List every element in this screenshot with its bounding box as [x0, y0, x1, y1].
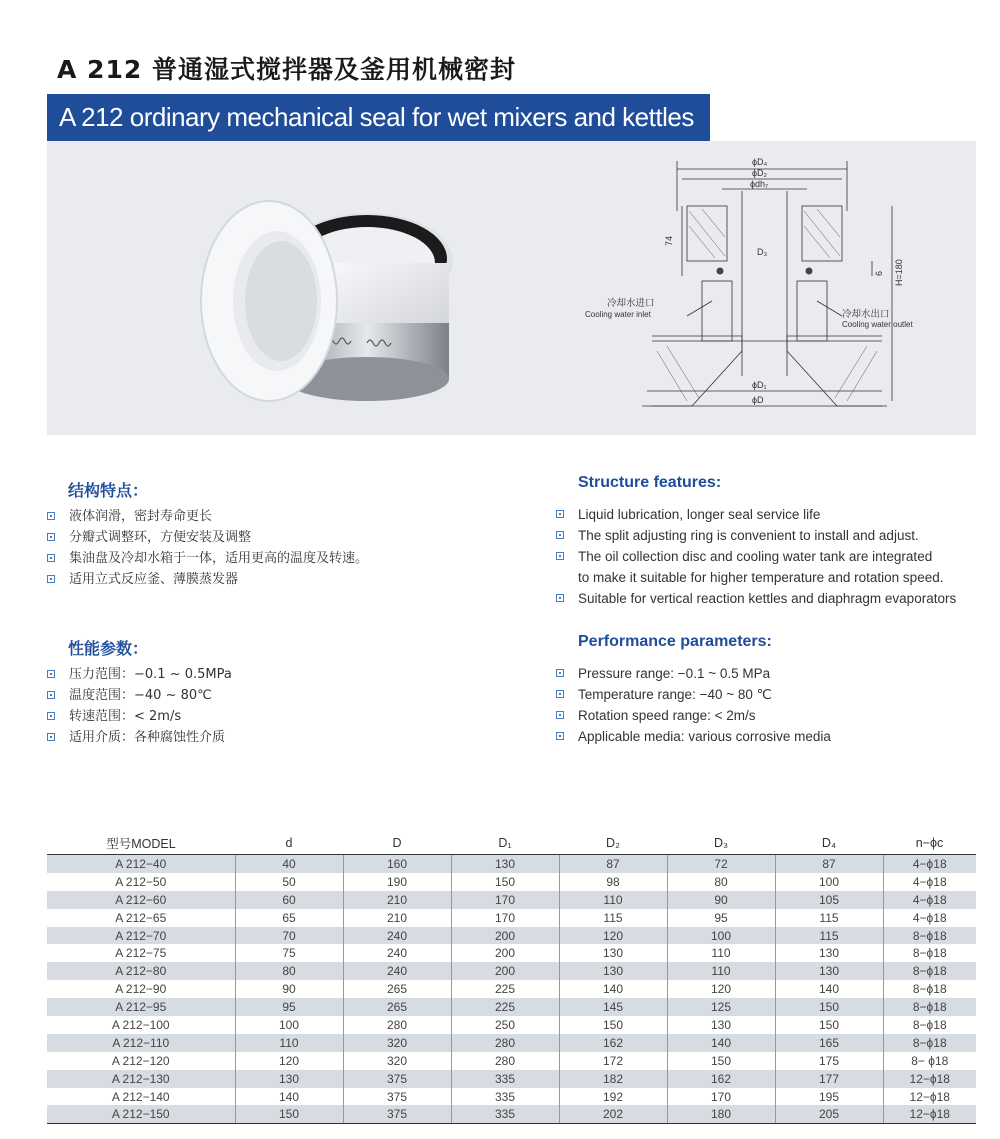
- table-cell: 4−ϕ18: [883, 891, 976, 909]
- table-cell: 72: [667, 855, 775, 873]
- dim-d-label: ϕD: [752, 395, 764, 405]
- structure-list-en: [556, 504, 996, 609]
- header-D1: D₁: [451, 831, 559, 855]
- table-cell: 50: [235, 873, 343, 891]
- table-cell: 140: [559, 980, 667, 998]
- table-cell: 150: [451, 873, 559, 891]
- table-cell: 87: [775, 855, 883, 873]
- table-cell: A 212−65: [47, 909, 235, 927]
- table-cell: 200: [451, 962, 559, 980]
- dim-d4-label: ϕD₄: [752, 157, 768, 167]
- table-cell: 115: [775, 909, 883, 927]
- table-cell: A 212−90: [47, 980, 235, 998]
- table-cell: 280: [451, 1052, 559, 1070]
- list-item: 集油盘及冷却水箱于一体，适用更高的温度及转速。: [47, 548, 527, 569]
- title-banner: [47, 94, 710, 141]
- structure-title-en: Structure features:: [578, 474, 722, 491]
- table-cell: 150: [559, 1016, 667, 1034]
- table-cell: A 212−110: [47, 1034, 235, 1052]
- table-cell: 115: [775, 927, 883, 945]
- dim-74-label: 74: [664, 235, 674, 246]
- dim-dh7-label: ϕdh₇: [750, 179, 769, 189]
- table-cell: 162: [667, 1070, 775, 1088]
- dim-d2-label: ϕD₂: [752, 168, 768, 178]
- outlet-label-cn: 冷却水出口: [842, 309, 890, 320]
- table-row: [47, 891, 976, 909]
- table-cell: 100: [235, 1016, 343, 1034]
- table-cell: 335: [451, 1105, 559, 1123]
- list-item: Rotation speed range: < 2m/s: [556, 705, 996, 726]
- table-cell: A 212−80: [47, 962, 235, 980]
- table-cell: 130: [667, 1016, 775, 1034]
- table-cell: 80: [235, 962, 343, 980]
- table-cell: 90: [235, 980, 343, 998]
- bullet-icon: [47, 533, 55, 541]
- table-cell: 225: [451, 998, 559, 1016]
- table-cell: 375: [343, 1088, 451, 1106]
- dim-h180-label: H=180: [894, 259, 904, 286]
- table-cell: 8− ϕ18: [883, 1052, 976, 1070]
- table-header-row: [47, 831, 976, 855]
- table-cell: A 212−120: [47, 1052, 235, 1070]
- table-cell: 165: [775, 1034, 883, 1052]
- table-cell: 265: [343, 980, 451, 998]
- table-cell: 110: [235, 1034, 343, 1052]
- header-n-c: n−ϕc: [883, 831, 976, 855]
- table-cell: 150: [775, 1016, 883, 1034]
- table-cell: 12−ϕ18: [883, 1070, 976, 1088]
- table-row: [47, 1088, 976, 1106]
- table-cell: 8−ϕ18: [883, 1034, 976, 1052]
- table-cell: 172: [559, 1052, 667, 1070]
- outlet-label-en: Cooling water outlet: [842, 320, 913, 329]
- inlet-label-cn: 冷却水进口: [607, 298, 655, 309]
- table-cell: 200: [451, 927, 559, 945]
- page-title-cn: A 212 普通湿式搅拌器及釜用机械密封: [57, 55, 516, 84]
- table-cell: 225: [451, 980, 559, 998]
- technical-drawing: [585, 151, 942, 426]
- table-cell: 12−ϕ18: [883, 1105, 976, 1123]
- bullet-icon: [556, 669, 564, 677]
- list-item: 分瓣式调整环，方便安装及调整: [47, 527, 527, 548]
- table-cell: 95: [667, 909, 775, 927]
- bullet-icon: [47, 712, 55, 720]
- table-cell: 98: [559, 873, 667, 891]
- table-cell: 145: [559, 998, 667, 1016]
- list-item-continuation: to make it suitable for higher temperature and rotation speed.: [578, 570, 944, 585]
- table-row: [47, 855, 976, 873]
- table-cell: 205: [775, 1105, 883, 1123]
- table-row: [47, 1070, 976, 1088]
- table-row: [47, 1105, 976, 1123]
- header-d: d: [235, 831, 343, 855]
- spec-table: [47, 831, 976, 1124]
- table-row: [47, 1052, 976, 1070]
- table-cell: 150: [775, 998, 883, 1016]
- table-row: [47, 927, 976, 945]
- table-cell: 162: [559, 1034, 667, 1052]
- table-cell: 200: [451, 944, 559, 962]
- table-cell: 320: [343, 1034, 451, 1052]
- table-row: [47, 944, 976, 962]
- header-D3: D₃: [667, 831, 775, 855]
- header-model: 型号MODEL: [47, 831, 235, 855]
- table-cell: 110: [667, 944, 775, 962]
- bullet-icon: [47, 733, 55, 741]
- table-cell: 335: [451, 1070, 559, 1088]
- table-cell: 170: [451, 909, 559, 927]
- table-cell: 140: [775, 980, 883, 998]
- table-row: [47, 980, 976, 998]
- table-cell: A 212−50: [47, 873, 235, 891]
- table-cell: 130: [235, 1070, 343, 1088]
- bullet-icon: [556, 711, 564, 719]
- table-cell: A 212−140: [47, 1088, 235, 1106]
- table-cell: A 212−100: [47, 1016, 235, 1034]
- bullet-icon: [556, 510, 564, 518]
- performance-list-en: [556, 663, 996, 747]
- table-row: [47, 873, 976, 891]
- table-cell: 180: [667, 1105, 775, 1123]
- table-cell: 87: [559, 855, 667, 873]
- table-cell: 182: [559, 1070, 667, 1088]
- table-cell: 12−ϕ18: [883, 1088, 976, 1106]
- table-row: [47, 1034, 976, 1052]
- table-cell: 95: [235, 998, 343, 1016]
- list-item: Suitable for vertical reaction kettles and diaphragm evaporators: [556, 588, 996, 609]
- bullet-icon: [556, 552, 564, 560]
- list-item: 适用立式反应釜、薄膜蒸发器: [47, 569, 527, 590]
- table-cell: 280: [343, 1016, 451, 1034]
- table-cell: 160: [343, 855, 451, 873]
- table-cell: 150: [235, 1105, 343, 1123]
- table-cell: A 212−95: [47, 998, 235, 1016]
- list-item: Pressure range: −0.1 ~ 0.5 MPa: [556, 663, 996, 684]
- bullet-icon: [47, 575, 55, 583]
- list-item: 温度范围：−40 ~ 80℃: [47, 685, 527, 706]
- product-image: [197, 191, 467, 416]
- table-cell: 335: [451, 1088, 559, 1106]
- table-cell: 240: [343, 927, 451, 945]
- table-cell: 120: [235, 1052, 343, 1070]
- table-cell: A 212−40: [47, 855, 235, 873]
- table-row: [47, 1016, 976, 1034]
- table-cell: 177: [775, 1070, 883, 1088]
- table-row: [47, 909, 976, 927]
- performance-title-cn: 性能参数：: [68, 639, 149, 658]
- bullet-icon: [47, 512, 55, 520]
- list-item: Applicable media: various corrosive media: [556, 726, 996, 747]
- table-cell: 170: [451, 891, 559, 909]
- table-cell: 175: [775, 1052, 883, 1070]
- table-cell: A 212−130: [47, 1070, 235, 1088]
- table-cell: 115: [559, 909, 667, 927]
- table-cell: 4−ϕ18: [883, 909, 976, 927]
- structure-list-cn: [47, 506, 527, 590]
- list-item: Temperature range: −40 ~ 80 ℃: [556, 684, 996, 705]
- structure-title-cn: 结构特点：: [68, 481, 149, 500]
- table-cell: 80: [667, 873, 775, 891]
- header-D: D: [343, 831, 451, 855]
- table-cell: 280: [451, 1034, 559, 1052]
- table-cell: A 212−150: [47, 1105, 235, 1123]
- table-cell: 375: [343, 1070, 451, 1088]
- table-cell: A 212−75: [47, 944, 235, 962]
- list-item: Liquid lubrication, longer seal service life: [556, 504, 996, 525]
- table-cell: 192: [559, 1088, 667, 1106]
- table-cell: 4−ϕ18: [883, 873, 976, 891]
- table-cell: 70: [235, 927, 343, 945]
- bullet-icon: [47, 670, 55, 678]
- list-item: 液体润滑，密封寿命更长: [47, 506, 527, 527]
- table-cell: 100: [667, 927, 775, 945]
- dim-d3-label: D₃: [757, 247, 768, 257]
- table-cell: 65: [235, 909, 343, 927]
- table-cell: 120: [559, 927, 667, 945]
- table-cell: 240: [343, 944, 451, 962]
- table-cell: 110: [559, 891, 667, 909]
- table-cell: 8−ϕ18: [883, 1016, 976, 1034]
- table-cell: 40: [235, 855, 343, 873]
- table-cell: 125: [667, 998, 775, 1016]
- table-cell: 210: [343, 909, 451, 927]
- table-cell: 240: [343, 962, 451, 980]
- table-cell: 8−ϕ18: [883, 927, 976, 945]
- table-cell: 140: [235, 1088, 343, 1106]
- table-cell: A 212−70: [47, 927, 235, 945]
- table-cell: 8−ϕ18: [883, 962, 976, 980]
- table-cell: 130: [775, 944, 883, 962]
- table-cell: 8−ϕ18: [883, 944, 976, 962]
- bullet-icon: [556, 690, 564, 698]
- bullet-icon: [556, 594, 564, 602]
- table-cell: 265: [343, 998, 451, 1016]
- table-cell: 130: [559, 962, 667, 980]
- table-cell: 110: [667, 962, 775, 980]
- table-cell: 60: [235, 891, 343, 909]
- table-cell: 150: [667, 1052, 775, 1070]
- performance-title-en: Performance parameters:: [578, 633, 772, 650]
- table-cell: 75: [235, 944, 343, 962]
- table-cell: 105: [775, 891, 883, 909]
- table-cell: 202: [559, 1105, 667, 1123]
- table-cell: 210: [343, 891, 451, 909]
- table-cell: 190: [343, 873, 451, 891]
- table-row: [47, 998, 976, 1016]
- table-cell: 375: [343, 1105, 451, 1123]
- dim-6-label: 6: [874, 270, 884, 276]
- table-cell: 4−ϕ18: [883, 855, 976, 873]
- bullet-icon: [556, 732, 564, 740]
- inlet-label-en: Cooling water inlet: [585, 310, 651, 319]
- page-title-en: A 212 ordinary mechanical seal for wet mixers and kettles: [59, 102, 694, 132]
- table-cell: 130: [775, 962, 883, 980]
- table-row: [47, 962, 976, 980]
- list-item: The split adjusting ring is convenient to install and adjust.: [556, 525, 996, 546]
- table-cell: 120: [667, 980, 775, 998]
- header-D2: D₂: [559, 831, 667, 855]
- header-D4: D₄: [775, 831, 883, 855]
- list-item: 转速范围：< 2m/s: [47, 706, 527, 727]
- list-item: The oil collection disc and cooling water tank are integrated: [556, 546, 996, 567]
- table-cell: 130: [451, 855, 559, 873]
- table-cell: 320: [343, 1052, 451, 1070]
- hero-panel: [47, 141, 976, 435]
- table-cell: 130: [559, 944, 667, 962]
- list-item: 压力范围：−0.1 ~ 0.5MPa: [47, 664, 527, 685]
- table-cell: 8−ϕ18: [883, 998, 976, 1016]
- table-cell: 140: [667, 1034, 775, 1052]
- dim-d1-label: ϕD₁: [752, 380, 767, 390]
- table-cell: 170: [667, 1088, 775, 1106]
- table-cell: 195: [775, 1088, 883, 1106]
- bullet-icon: [556, 531, 564, 539]
- bullet-icon: [47, 691, 55, 699]
- list-item: 适用介质：各种腐蚀性介质: [47, 727, 527, 748]
- table-cell: 90: [667, 891, 775, 909]
- performance-list-cn: [47, 664, 527, 748]
- table-cell: 250: [451, 1016, 559, 1034]
- table-cell: A 212−60: [47, 891, 235, 909]
- table-cell: 8−ϕ18: [883, 980, 976, 998]
- table-cell: 100: [775, 873, 883, 891]
- bullet-icon: [47, 554, 55, 562]
